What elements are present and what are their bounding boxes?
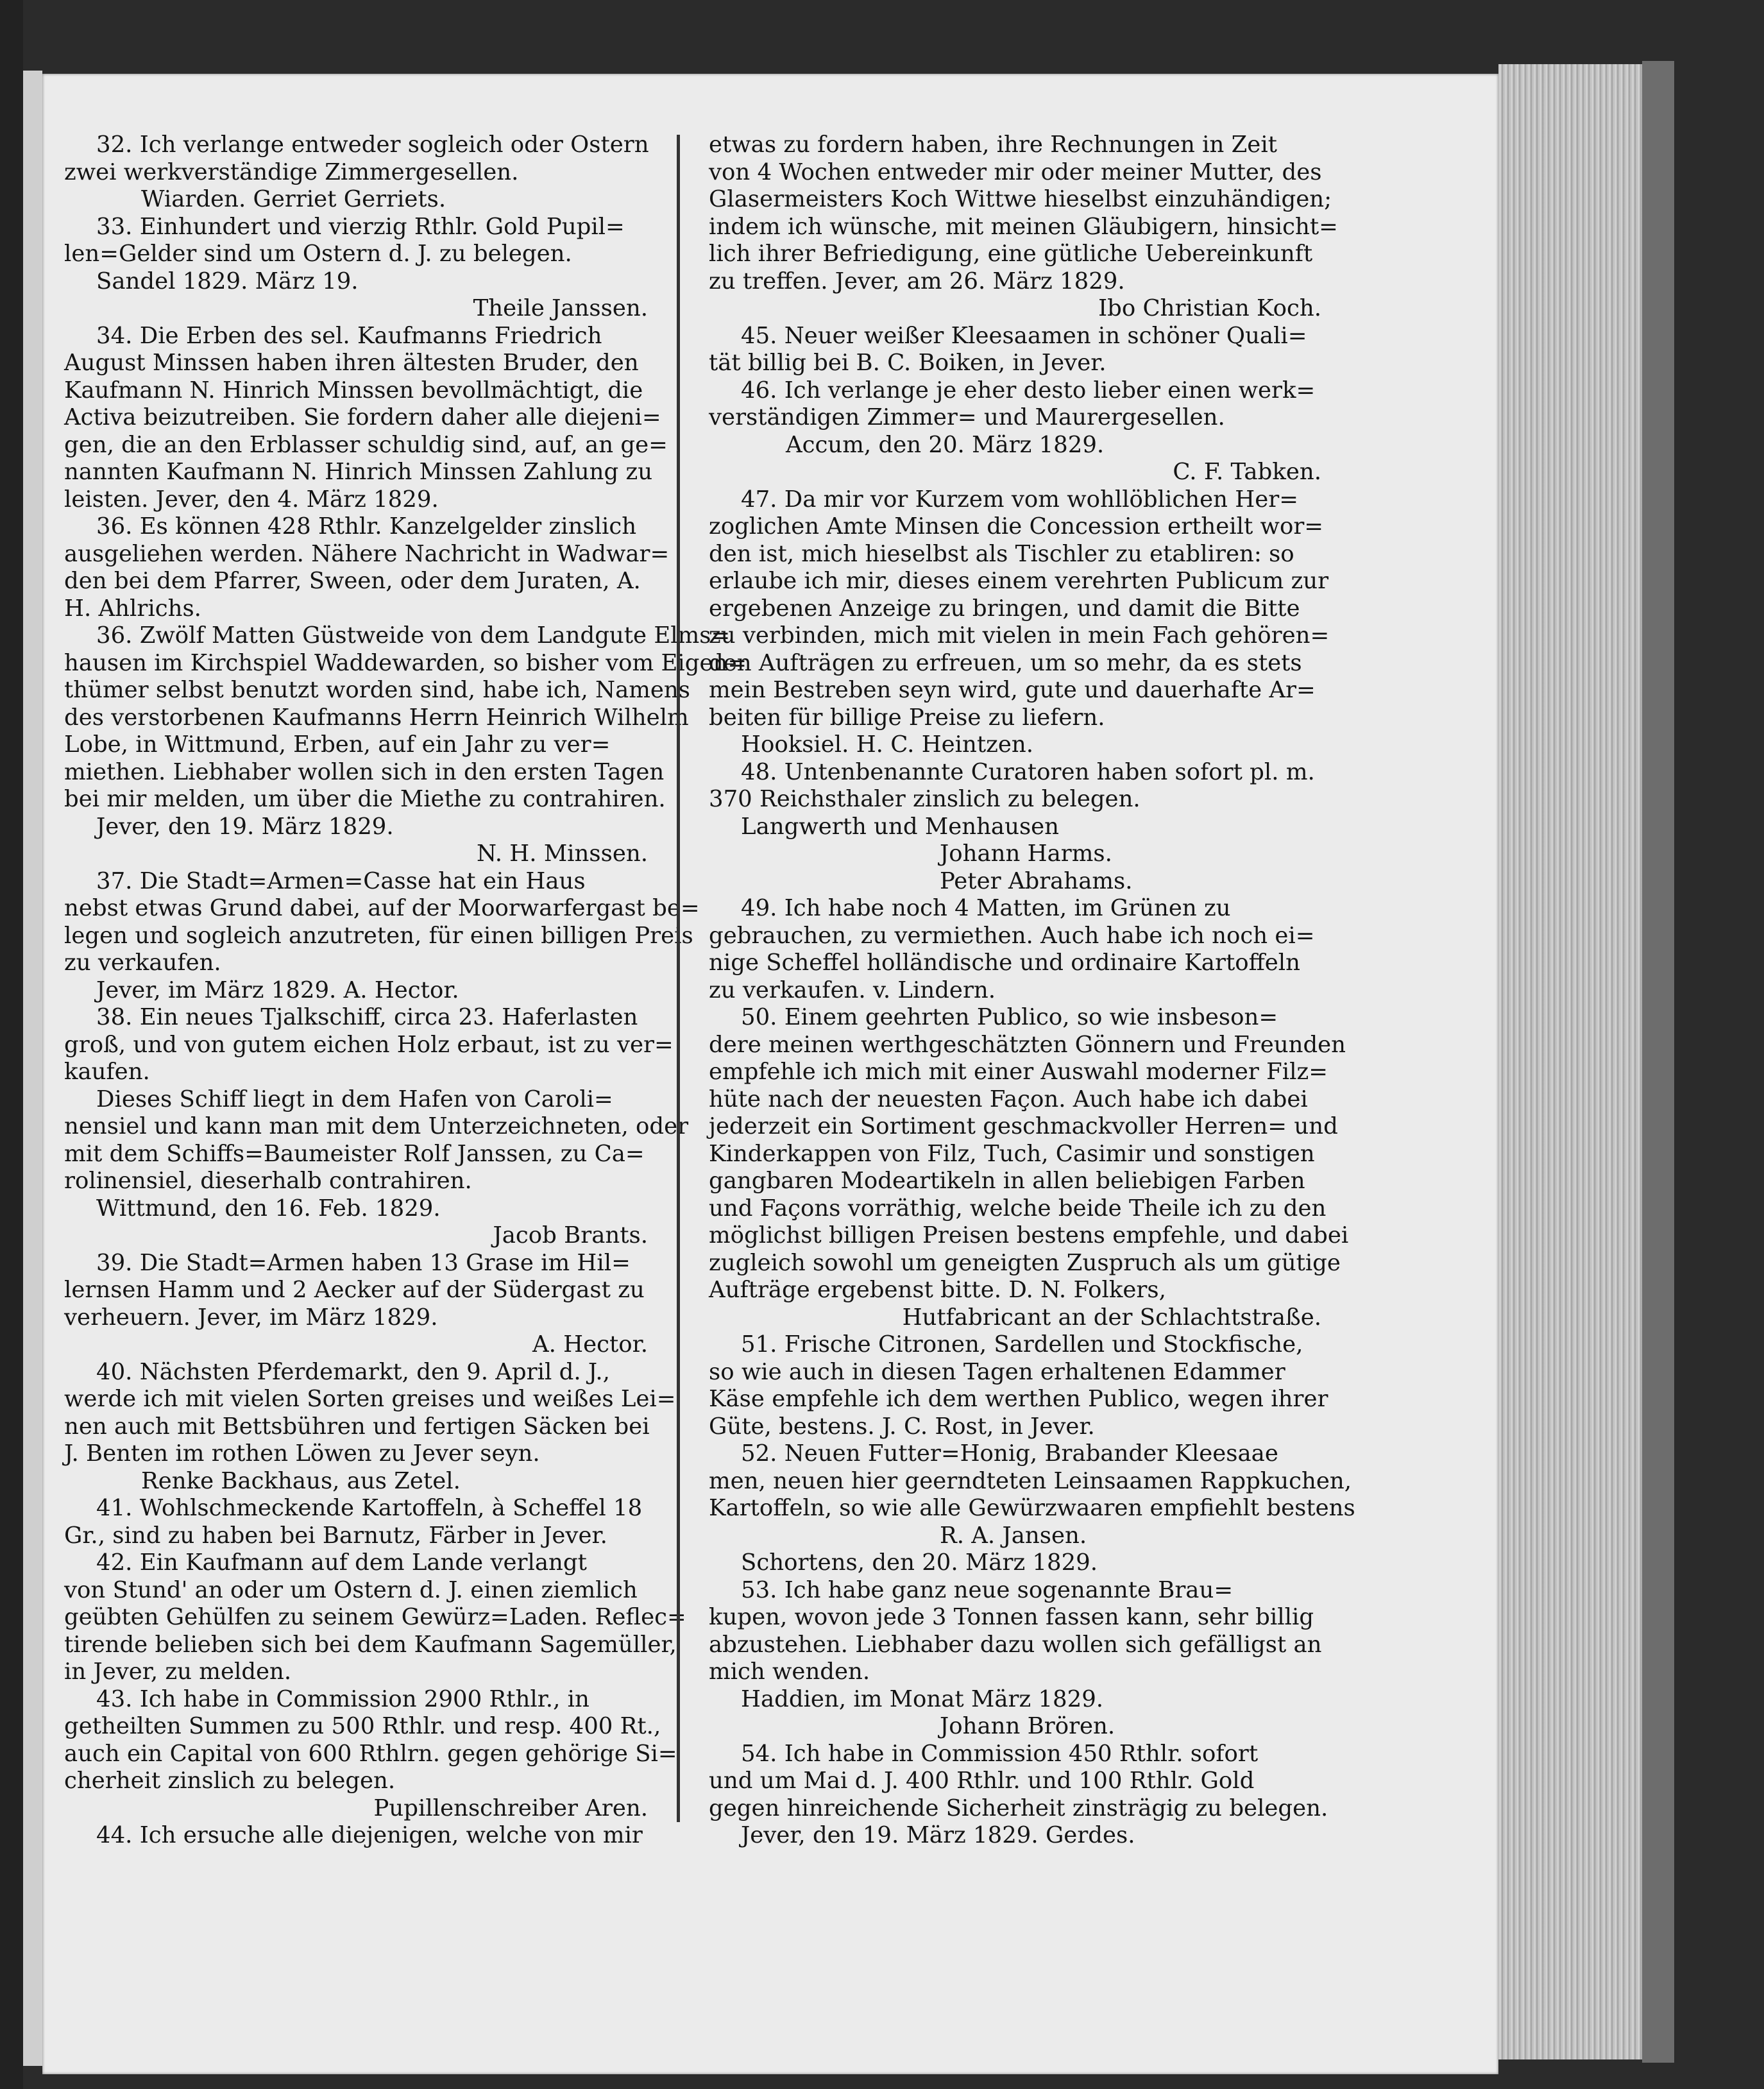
text-line: nannten Kaufmann N. Hinrich Minssen Zahlung zu	[64, 459, 653, 485]
text-line: erlaube ich mir, dieses einem verehrten Publicum zur	[709, 568, 1329, 594]
text-line: 46. Ich verlange je eher desto lieber einen werk=	[741, 377, 1316, 404]
text-line: in Jever, zu melden.	[64, 1658, 292, 1685]
text-line: Jever, den 19. März 1829. Gerdes.	[741, 1822, 1135, 1848]
text-line: Renke Backhaus, aus Zetel.	[141, 1467, 461, 1494]
text-line: J. Benten im rothen Löwen zu Jever seyn.	[64, 1440, 540, 1467]
text-line: zoglichen Amte Minsen die Concession ertheilt wor=	[709, 513, 1324, 540]
text-line: men, neuen hier geerndteten Leinsaamen Rappkuchen,	[709, 1467, 1352, 1494]
text-line: hausen im Kirchspiel Waddewarden, so bisher vom Eigen=	[64, 649, 747, 676]
page-block-edge	[1498, 64, 1665, 2059]
text-line: zwei werkverständige Zimmergesellen.	[64, 158, 519, 185]
text-line: indem ich wünsche, mit meinen Gläubigern, hinsicht=	[709, 213, 1338, 240]
text-line: Pupillenschreiber Aren.	[373, 1795, 648, 1821]
text-line: den Aufträgen zu erfreuen, um so mehr, da es stets	[709, 649, 1302, 676]
text-line: Gr., sind zu haben bei Barnutz, Färber in Jever.	[64, 1522, 607, 1549]
text-line: so wie auch in diesen Tagen erhaltenen Edammer	[709, 1358, 1285, 1385]
text-line: Kinderkappen von Filz, Tuch, Casimir und sonstigen	[709, 1140, 1315, 1167]
text-line: mein Bestreben seyn wird, gute und dauerhafte Ar=	[709, 677, 1316, 703]
text-line: kupen, wovon jede 3 Tonnen fassen kann, sehr billig	[709, 1604, 1314, 1630]
text-line: 41. Wohlschmeckende Kartoffeln, à Scheffel 18	[96, 1495, 643, 1521]
text-line: hüte nach der neuesten Façon. Auch habe ich dabei	[709, 1086, 1308, 1113]
text-line: 45. Neuer weißer Kleesaamen in schöner Quali=	[741, 322, 1307, 349]
text-line: zu verkaufen. v. Lindern.	[709, 976, 996, 1003]
text-line: abzustehen. Liebhaber dazu wollen sich gefälligst an	[709, 1631, 1322, 1658]
text-line: 43. Ich habe in Commission 2900 Rthlr., in	[96, 1685, 589, 1712]
text-line: 52. Neuen Futter=Honig, Brabander Kleesaae	[741, 1440, 1278, 1467]
text-line: Käse empfehle ich dem werthen Publico, wegen ihrer	[709, 1386, 1328, 1412]
text-line: rolinensiel, dieserhalb contrahiren.	[64, 1168, 472, 1194]
text-line: gegen hinreichende Sicherheit zinsträgig zu belegen.	[709, 1795, 1328, 1821]
text-line: gebrauchen, zu vermiethen. Auch habe ich noch ei=	[709, 922, 1315, 949]
text-line: Wiarden. Gerriet Gerriets.	[141, 186, 446, 212]
text-line: empfehle ich mich mit einer Auswahl moderner Filz=	[709, 1059, 1328, 1085]
text-line: auch ein Capital von 600 Rthlrn. gegen gehörige Si=	[64, 1740, 677, 1767]
text-line: Langwerth und Menhausen	[741, 813, 1060, 840]
text-line: Johann Harms.	[940, 840, 1112, 867]
text-line: etwas zu fordern haben, ihre Rechnungen in Zeit	[709, 132, 1277, 158]
text-line: nen auch mit Bettsbühren und fertigen Säcken bei	[64, 1413, 650, 1440]
text-line: 54. Ich habe in Commission 450 Rthlr. sofort	[741, 1740, 1259, 1767]
text-line: legen und sogleich anzutreten, für einen billigen Preis	[64, 922, 693, 949]
text-line: bei mir melden, um über die Miethe zu contrahiren.	[64, 786, 666, 812]
text-line: H. Ahlrichs.	[64, 595, 201, 622]
text-line: von Stund' an oder um Ostern d. J. einen ziemlich	[64, 1576, 638, 1603]
text-line: Johann Brören.	[940, 1713, 1115, 1739]
text-line: miethen. Liebhaber wollen sich in den ersten Tagen	[64, 758, 665, 785]
text-line: tirende belieben sich bei dem Kaufmann Sagemüller,	[64, 1631, 677, 1658]
text-line: August Minssen haben ihren ältesten Bruder, den	[64, 350, 639, 376]
text-line: 33. Einhundert und vierzig Rthlr. Gold Pupil=	[96, 213, 625, 240]
text-line: 49. Ich habe noch 4 Matten, im Grünen zu	[741, 895, 1231, 921]
text-line: von 4 Wochen entweder mir oder meiner Mutter, des	[709, 158, 1322, 185]
text-line: lernsen Hamm und 2 Aecker auf der Südergast zu	[64, 1277, 645, 1303]
text-line: 51. Frische Citronen, Sardellen und Stockfische,	[741, 1331, 1303, 1358]
text-line: nige Scheffel holländische und ordinaire Kartoffeln	[709, 950, 1301, 976]
text-line: A. Hector.	[532, 1331, 648, 1358]
text-line: Glasermeisters Koch Wittwe hieselbst einzuhändigen;	[709, 186, 1332, 212]
text-line: Activa beizutreiben. Sie fordern daher alle diejeni=	[64, 404, 661, 431]
text-line: Kartoffeln, so wie alle Gewürzwaaren empfiehlt bestens	[709, 1495, 1355, 1521]
text-line: beiten für billige Preise zu liefern.	[709, 704, 1105, 731]
text-line: 36. Es können 428 Rthlr. Kanzelgelder zinslich	[96, 513, 637, 540]
text-line: den bei dem Pfarrer, Sween, oder dem Juraten, A.	[64, 568, 641, 594]
text-line: des verstorbenen Kaufmanns Herrn Heinrich Wilhelm	[64, 704, 689, 731]
text-line: tät billig bei B. C. Boiken, in Jever.	[709, 350, 1107, 376]
text-line: len=Gelder sind um Ostern d. J. zu belegen.	[64, 241, 572, 267]
text-line: den ist, mich hieselbst als Tischler zu etabliren: so	[709, 540, 1294, 567]
text-line: und um Mai d. J. 400 Rthlr. und 100 Rthlr. Gold	[709, 1768, 1255, 1794]
previous-page-edge	[23, 71, 42, 2066]
text-line: zu treffen. Jever, am 26. März 1829.	[709, 268, 1125, 294]
text-line: mich wenden.	[709, 1658, 870, 1685]
text-line: werde ich mit vielen Sorten greises und weißes Lei=	[64, 1386, 676, 1412]
text-line: Theile Janssen.	[473, 295, 648, 321]
text-line: ergebenen Anzeige zu bringen, und damit die Bitte	[709, 595, 1300, 622]
text-line: groß, und von gutem eichen Holz erbaut, ist zu ver=	[64, 1031, 674, 1058]
text-line: zugleich sowohl um geneigten Zuspruch als um gütige	[709, 1249, 1341, 1276]
text-line: nensiel und kann man mit dem Unterzeichneten, oder	[64, 1113, 689, 1139]
book-cover-edge	[1642, 61, 1674, 2063]
right-column	[709, 132, 1355, 1850]
text-line: gangbaren Modeartikeln in allen beliebigen Farben	[709, 1168, 1305, 1194]
text-line: lich ihrer Befriedigung, eine gütliche Uebereinkunft	[709, 241, 1313, 267]
text-line: Schortens, den 20. März 1829.	[741, 1549, 1098, 1576]
text-line: leisten. Jever, den 4. März 1829.	[64, 486, 439, 513]
text-line: ausgeliehen werden. Nähere Nachricht in Wadwar=	[64, 540, 670, 567]
text-line: 44. Ich ersuche alle diejenigen, welche von mir	[96, 1822, 643, 1848]
left-column	[64, 132, 747, 1850]
text-line: 36. Zwölf Matten Güstweide von dem Landgute Elms=	[96, 622, 731, 649]
text-line: Ibo Christian Koch.	[1098, 295, 1321, 321]
text-line: Haddien, im Monat März 1829.	[741, 1685, 1104, 1712]
text-line: 50. Einem geehrten Publico, so wie insbeson=	[741, 1004, 1278, 1030]
text-line: nebst etwas Grund dabei, auf der Moorwarfergast be=	[64, 895, 700, 921]
text-line: R. A. Jansen.	[940, 1522, 1087, 1549]
text-line: jederzeit ein Sortiment geschmackvoller Herren= und	[709, 1113, 1338, 1139]
text-line: und Façons vorräthig, welche beide Theile ich zu den	[709, 1195, 1327, 1222]
text-line: Lobe, in Wittmund, Erben, auf ein Jahr zu ver=	[64, 731, 611, 758]
text-line: Wittmund, den 16. Feb. 1829.	[96, 1195, 441, 1222]
text-line: Peter Abrahams.	[940, 867, 1133, 894]
text-line: Jever, den 19. März 1829.	[96, 813, 394, 840]
text-line: Aufträge ergebenst bitte. D. N. Folkers,	[709, 1277, 1166, 1303]
text-line: kaufen.	[64, 1059, 150, 1085]
text-line: 39. Die Stadt=Armen haben 13 Grase im Hil=	[96, 1249, 631, 1276]
text-line: 42. Ein Kaufmann auf dem Lande verlangt	[96, 1549, 587, 1576]
book-spine-left	[0, 0, 23, 2089]
text-line: 37. Die Stadt=Armen=Casse hat ein Haus	[96, 867, 586, 894]
text-line: 370 Reichsthaler zinslich zu belegen.	[709, 786, 1141, 812]
text-line: Dieses Schiff liegt in dem Hafen von Caroli=	[96, 1086, 613, 1113]
text-line: gen, die an den Erblasser schuldig sind, auf, an ge=	[64, 431, 668, 458]
text-line: 48. Untenbenannte Curatoren haben sofort pl. m.	[741, 758, 1315, 785]
text-line: Kaufmann N. Hinrich Minssen bevollmächtigt, die	[64, 377, 643, 404]
text-line: zu verbinden, mich mit vielen in mein Fach gehören=	[709, 622, 1330, 649]
text-line: Accum, den 20. März 1829.	[786, 431, 1105, 458]
text-line: 34. Die Erben des sel. Kaufmanns Friedrich	[96, 322, 602, 349]
text-line: 47. Da mir vor Kurzem vom wohllöblichen Her=	[741, 486, 1298, 513]
text-line: 38. Ein neues Tjalkschiff, circa 23. Haferlasten	[96, 1004, 638, 1030]
text-line: zu verkaufen.	[64, 950, 221, 976]
text-line: cherheit zinslich zu belegen.	[64, 1768, 396, 1794]
text-line: dere meinen werthgeschätzten Gönnern und Freunden	[709, 1031, 1346, 1058]
text-line: verständigen Zimmer= und Maurergesellen.	[709, 404, 1225, 431]
text-line: 32. Ich verlange entweder sogleich oder Ostern	[96, 132, 649, 158]
text-line: 53. Ich habe ganz neue sogenannte Brau=	[741, 1576, 1234, 1603]
text-line: C. F. Tabken.	[1173, 459, 1321, 485]
text-line: Güte, bestens. J. C. Rost, in Jever.	[709, 1413, 1095, 1440]
text-line: mit dem Schiffs=Baumeister Rolf Janssen, zu Ca=	[64, 1140, 645, 1167]
text-line: getheilten Summen zu 500 Rthlr. und resp. 400 Rt.,	[64, 1713, 661, 1739]
text-line: thümer selbst benutzt worden sind, habe ich, Namens	[64, 677, 691, 703]
text-line: N. H. Minssen.	[476, 840, 648, 867]
text-line: möglichst billigen Preisen bestens empfehle, und dabei	[709, 1222, 1349, 1249]
column-divider	[677, 135, 680, 1822]
text-line: Jever, im März 1829. A. Hector.	[96, 976, 459, 1003]
text-line: verheuern. Jever, im März 1829.	[64, 1304, 438, 1331]
text-line: Jacob Brants.	[493, 1222, 648, 1249]
text-line: Hooksiel. H. C. Heintzen.	[741, 731, 1034, 758]
text-line: geübten Gehülfen zu seinem Gewürz=Laden. Reflec=	[64, 1604, 686, 1630]
text-line: 40. Nächsten Pferdemarkt, den 9. April d. J.,	[96, 1358, 610, 1385]
text-line: Hutfabricant an der Schlachtstraße.	[902, 1304, 1321, 1331]
text-line: Sandel 1829. März 19.	[96, 268, 359, 294]
